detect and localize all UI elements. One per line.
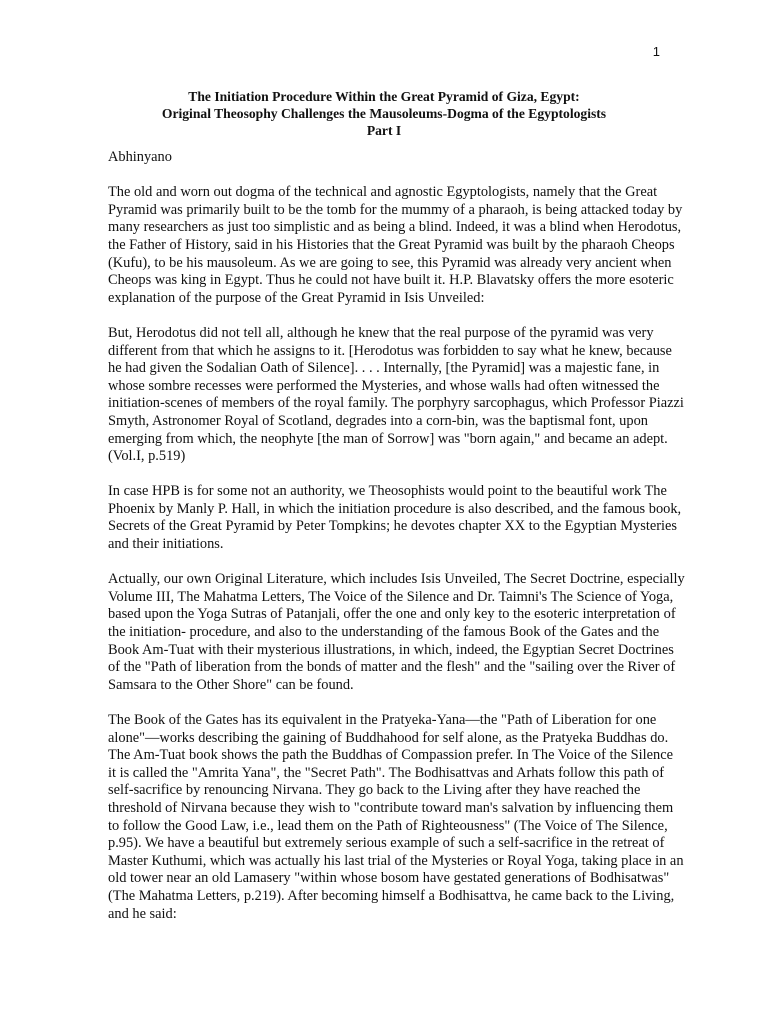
- text-line: The Book of the Gates has its equivalent in the Pratyeka-Yana—the "Path of Liberation for one: [108, 712, 657, 728]
- text-line: emerging from which, the neophyte [the man of Sorrow] was "born again," and became an adept.: [108, 430, 668, 447]
- paragraph: [108, 324, 684, 466]
- text-line: p.95). We have a beautiful but extremely serious example of such a self-sacrifice in the retreat of: [108, 835, 665, 852]
- paragraph: [108, 571, 685, 694]
- text-line: and he said:: [108, 905, 177, 922]
- author-name: [108, 149, 660, 167]
- text-line: (The Mahatma Letters, p.219). After becoming himself a Bodhisattva, he came back to the Living,: [108, 887, 675, 904]
- title-line-3: Part I: [366, 123, 402, 138]
- text-line: self-sacrifice by renouncing Nirvana. They go back to the Living after they have reached the: [108, 782, 641, 799]
- text-line: Volume III, The Mahatma Letters, The Voice of the Silence and Dr. Taimni's The Science of Yoga,: [108, 588, 674, 605]
- text-line: Secrets of the Great Pyramid by Peter Tompkins; he devotes chapter XX to the Egyptian Mysteries: [108, 518, 678, 535]
- text-line: Samsara to the Other Shore" can be found.: [108, 676, 354, 693]
- title-line-1: The Initiation Procedure Within the Great Pyramid of Giza, Egypt:: [188, 89, 580, 104]
- text-line: (Vol.I, p.519): [108, 448, 186, 465]
- paragraph: [108, 184, 683, 307]
- document-title: [108, 88, 660, 139]
- text-line: Smyth, Astronomer Royal of Scotland, degrades into a corn-bin, was the baptismal font, upon: [108, 412, 648, 429]
- text-line: different from that which he assigns to it. [Herodotus was forbidden to say what he knew, because: [108, 342, 672, 359]
- text-line: alone"—works describing the gaining of Buddhahood for self alone, as the Pratyeka Buddhas do.: [108, 729, 669, 746]
- text-line: Abhinyano: [108, 149, 172, 165]
- text-line: Cheops was king in Egypt. Thus he could not have built it. H.P. Blavatsky offers the more esoteric: [108, 272, 674, 289]
- text-line: of the "Path of liberation from the bonds of matter and the flesh" and the "sailing over the River of: [108, 659, 676, 676]
- text-line: Pyramid was primarily built to be the tomb for the mummy of a pharaoh, is being attacked today by: [108, 201, 683, 218]
- text-line: threshold of Nirvana because they wish to "contribute toward man's salvation by influencing them: [108, 799, 674, 816]
- text-line: and their initiations.: [108, 536, 224, 553]
- text-line: (Kufu), to be his mausoleum. As we are going to see, this Pyramid was already very ancient when: [108, 254, 672, 271]
- text-line: to follow the Good Law, i.e., lead them on the Path of Righteousness" (The Voice of The Silence,: [108, 817, 668, 834]
- text-line: Master Kuthumi, which was actually his last trial of the Mysteries or Royal Yoga, taking place in an: [108, 852, 684, 869]
- text-line: Actually, our own Original Literature, which includes Isis Unveiled, The Secret Doctrine, especially: [108, 571, 685, 588]
- text-line: he had given the Sodalian Oath of Silence]. . . . Internally, [the Pyramid] was a majestic fane, in: [108, 360, 660, 377]
- page-number: 1: [652, 44, 660, 59]
- text-line: But, Herodotus did not tell all, although he knew that the real purpose of the pyramid was very: [108, 324, 654, 341]
- text-line: many researchers as just too simplistic and as being a blind. Indeed, it was a blind when Herodotus,: [108, 219, 682, 236]
- text-line: whose sombre recesses were performed the Mysteries, and whose walls had often witnessed the: [108, 377, 660, 394]
- text-line: it is called the "Amrita Yana", the "Secret Path". The Bodhisattvas and Arhats follow this path of: [108, 764, 664, 781]
- text-line: The old and worn out dogma of the technical and agnostic Egyptologists, namely that the Great: [108, 184, 658, 201]
- text-line: The Am-Tuat book shows the path the Buddhas of Compassion prefer. In The Voice of the Silence: [108, 747, 674, 764]
- text-line: the initiation- procedure, and also to the understanding of the famous Book of the Gates and the: [108, 624, 660, 641]
- text-line: explanation of the purpose of the Great Pyramid in Isis Unveiled:: [108, 289, 485, 306]
- paragraph: [108, 483, 682, 553]
- text-line: initiation-scenes of members of the royal family. The porphyry sarcophagus, which Professor Piazzi: [108, 395, 684, 412]
- text-line: the Father of History, said in his Histories that the Great Pyramid was built by the pharaoh Cheops: [108, 236, 675, 253]
- paragraph: [108, 712, 684, 923]
- text-line: old tower near an old Lamasery "within whose bosom have gestated generations of Bodhisatwas": [108, 870, 670, 887]
- text-line: In case HPB is for some not an authority, we Theosophists would point to the beautiful work The: [108, 483, 667, 500]
- text-line: Book Am-Tuat with their mysterious illustrations, in which, indeed, the Egyptian Secret Doctrines: [108, 641, 674, 658]
- title-line-2: Original Theosophy Challenges the Mausoleums-Dogma of the Egyptologists: [161, 106, 607, 121]
- text-line: based upon the Yoga Sutras of Patanjali, offer the one and only key to the esoteric interpretation of: [108, 606, 676, 623]
- document-body: [108, 149, 685, 941]
- text-line: Phoenix by Manly P. Hall, in which the initiation procedure is also described, and the famous book,: [108, 500, 682, 517]
